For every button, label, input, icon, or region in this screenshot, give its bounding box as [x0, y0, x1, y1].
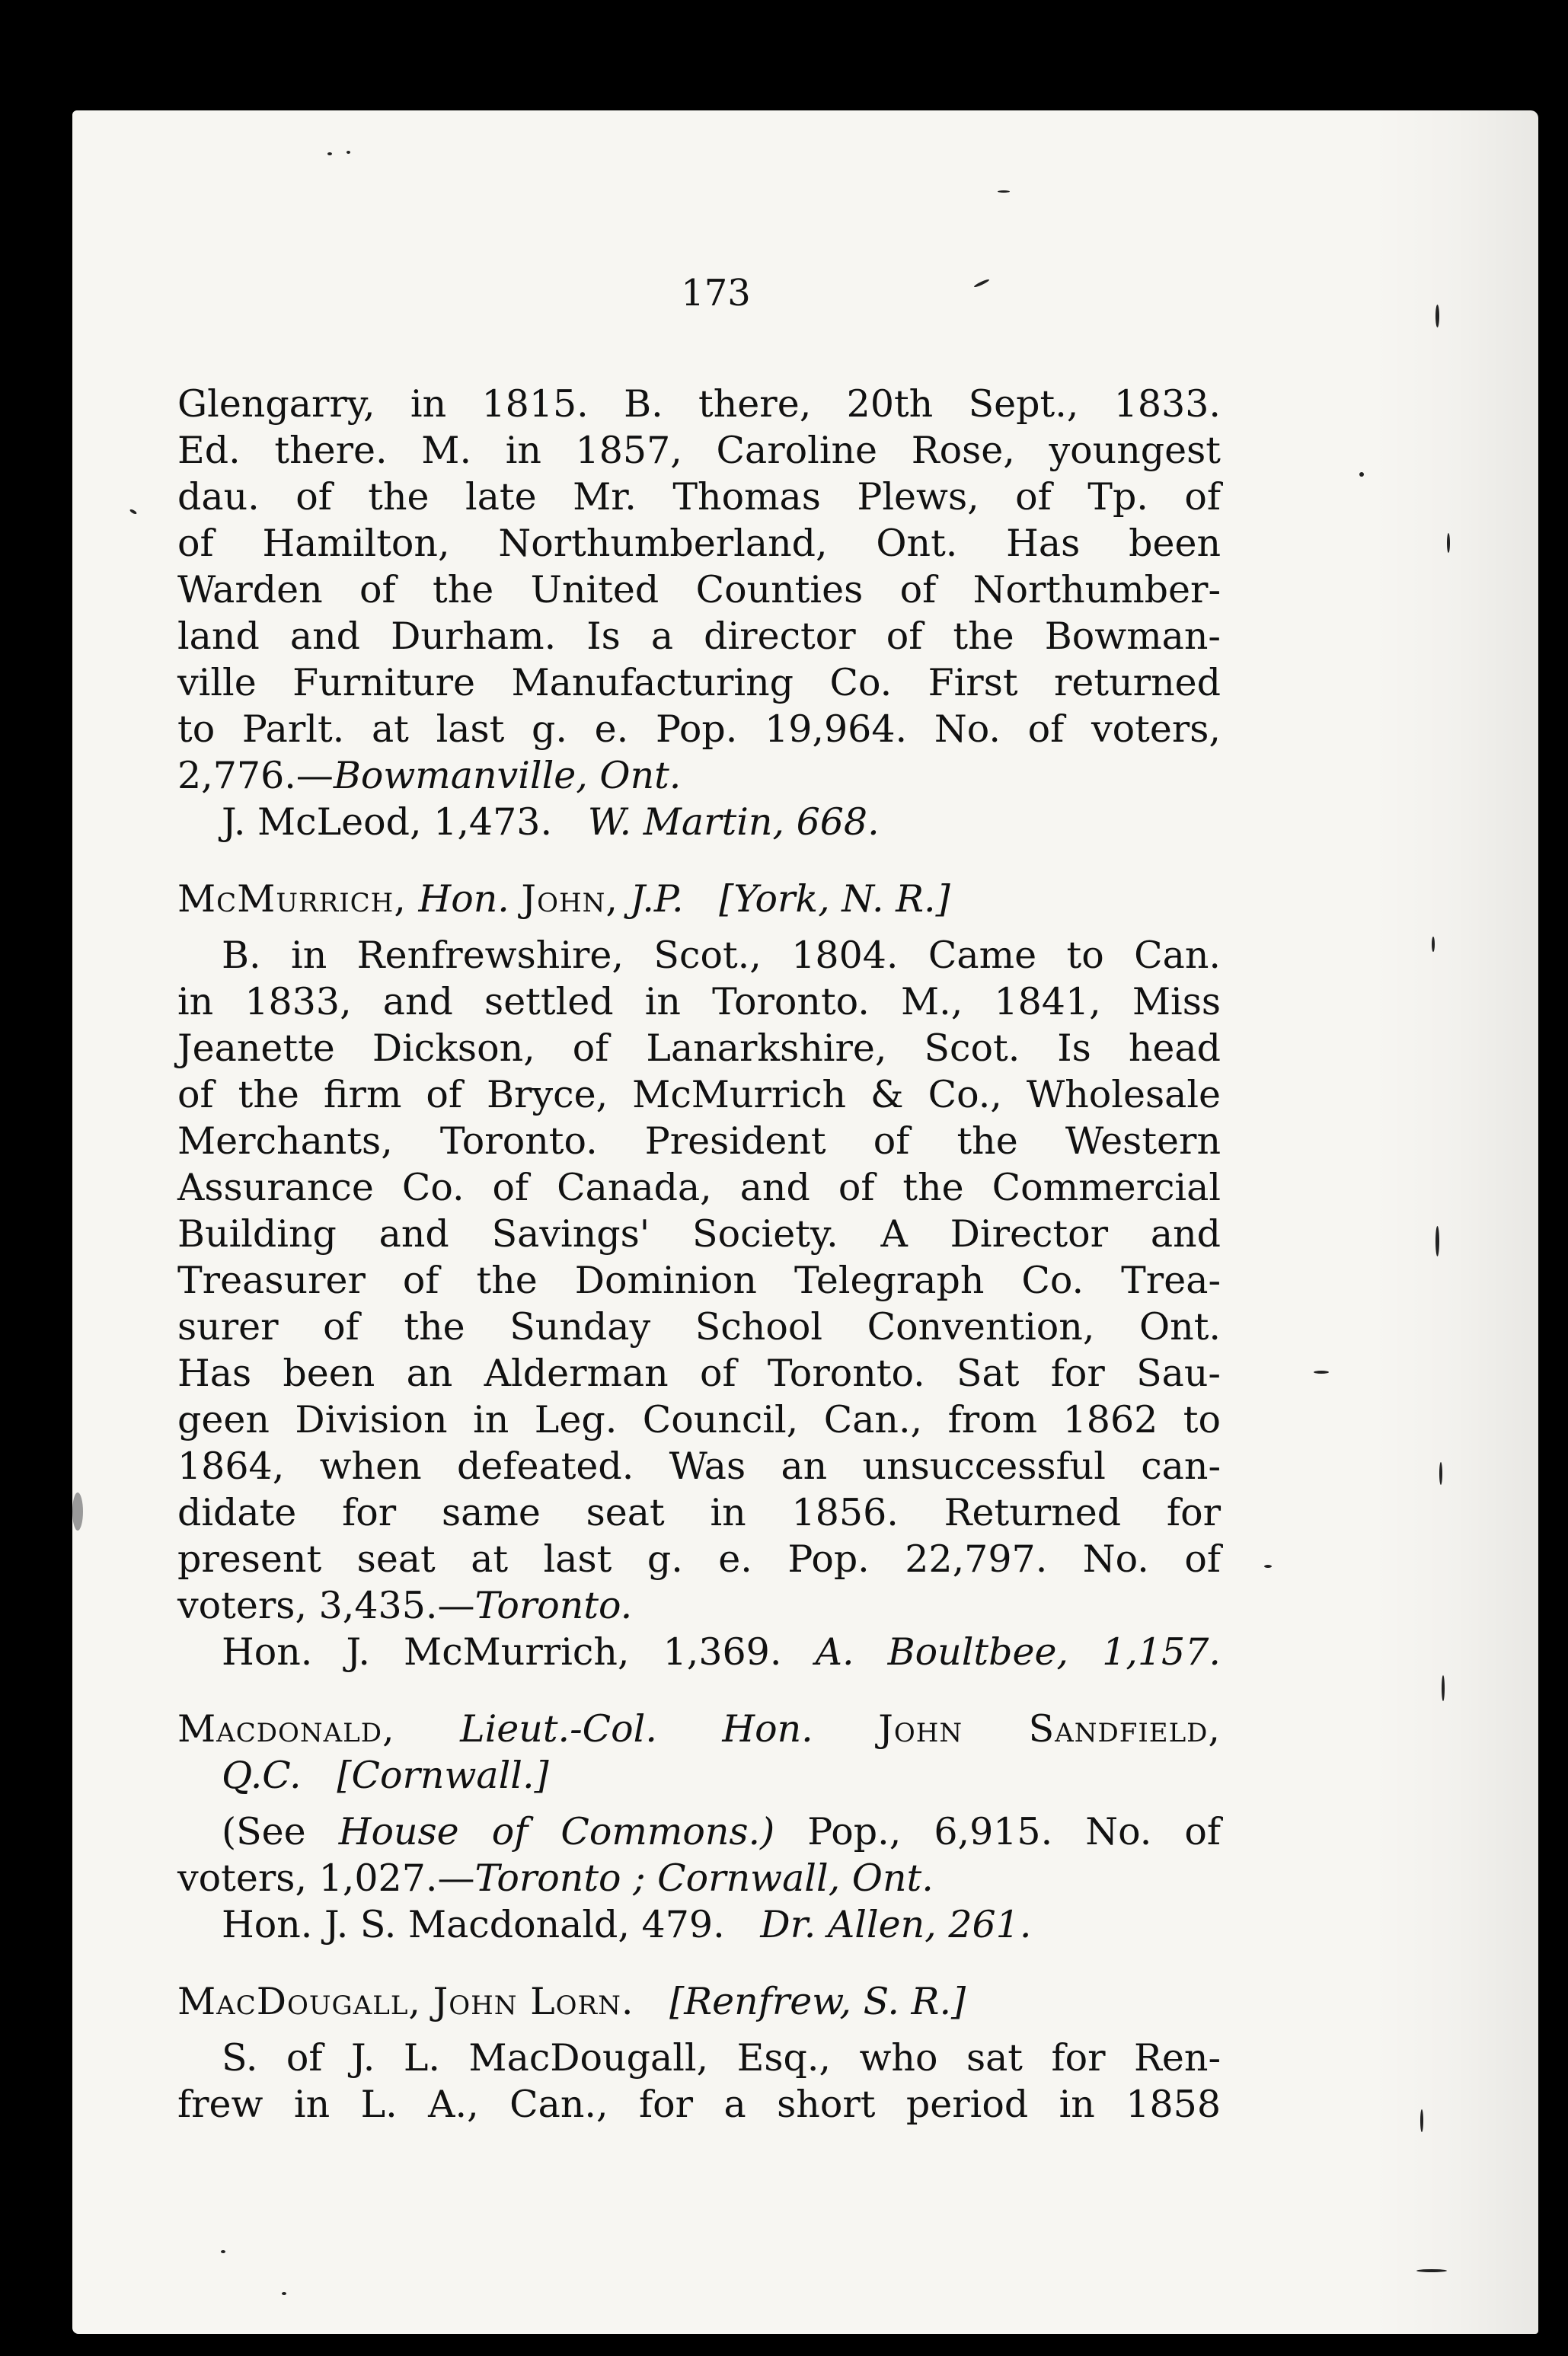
- scan-speck: [1420, 2109, 1423, 2132]
- entry-surname: Macdonald,: [177, 1707, 395, 1751]
- see-rest: Pop., 6,915. No. of: [807, 1810, 1221, 1853]
- entry-honorific: Hon.: [418, 877, 509, 921]
- scan-speck: [1432, 937, 1435, 952]
- text-line: Assurance Co. of Canada, and of the Commercial: [177, 1166, 1221, 1209]
- text-line: frew in L. A., Can., for a short period in 1858: [177, 2083, 1221, 2126]
- text-line: didate for same seat in 1856. Returned for: [177, 1491, 1221, 1534]
- address-place: Bowmanville, Ont.: [333, 754, 682, 797]
- entry-forename: John Lorn.: [433, 1980, 634, 2023]
- text-line: [177, 1809, 1221, 1855]
- result-winner: Hon. J. McMurrich, 1,369.: [222, 1630, 782, 1674]
- scan-speck: [221, 2250, 225, 2253]
- address-place: Toronto ; Cornwall, Ont.: [474, 1856, 934, 1900]
- text-line: land and Durham. Is a director of the Bowman-: [177, 615, 1221, 658]
- scan-speck: [1439, 1462, 1442, 1485]
- text-line: in 1833, and settled in Toronto. M., 1841, Miss: [177, 980, 1221, 1023]
- text-line: geen Division in Leg. Council, Can., from 1862 to: [177, 1398, 1221, 1441]
- election-result: [177, 1901, 1221, 1948]
- text-line: B. in Renfrewshire, Scot., 1804. Came to Can.: [222, 934, 1221, 977]
- scan-speck: [998, 190, 1010, 193]
- address-place: Toronto.: [474, 1584, 633, 1627]
- entry-heading: [177, 1706, 1221, 1752]
- entry-riding: [Cornwall.]: [337, 1754, 549, 1797]
- text-line: present seat at last g. e. Pop. 22,797. No. of: [177, 1537, 1221, 1581]
- scan-speck: [282, 2292, 286, 2295]
- text-line: ville Furniture Manufacturing Co. First returned: [177, 661, 1221, 704]
- page-gutter-shadow: [1371, 110, 1538, 2334]
- result-loser: A. Boultbee, 1,157.: [815, 1630, 1221, 1674]
- address-prefix: 2,776.—: [177, 754, 334, 797]
- text-line-address: [177, 1855, 1221, 1901]
- result-winner: Hon. J. S. Macdonald, 479.: [222, 1903, 725, 1946]
- entry-heading: [177, 876, 1221, 922]
- text-line: surer of the Sunday School Convention, Ont.: [177, 1305, 1221, 1349]
- address-prefix: voters, 1,027.—: [177, 1856, 475, 1900]
- scan-speck: [1435, 1226, 1439, 1256]
- election-result: [177, 799, 1221, 845]
- scan-speck: [1447, 533, 1450, 553]
- page-number: 173: [681, 272, 751, 314]
- entry-heading-cont: [177, 1752, 1221, 1799]
- result-loser: Dr. Allen, 261.: [760, 1903, 1032, 1946]
- text-line: of the firm of Bryce, McMurrich & Co., Wholesale: [177, 1073, 1221, 1116]
- scan-speck: [1359, 472, 1364, 477]
- text-line: dau. of the late Mr. Thomas Plews, of Tp. of: [177, 475, 1221, 519]
- entry-surname: MacDougall,: [177, 1980, 422, 2023]
- text-line: Ed. there. M. in 1857, Caroline Rose, youngest: [177, 429, 1221, 472]
- text-line: Glengarry, in 1815. B. there, 20th Sept., 1833.: [177, 382, 1221, 426]
- text-line: Has been an Alderman of Toronto. Sat for Sau-: [177, 1352, 1221, 1395]
- see-reference: House of Commons.): [338, 1810, 775, 1853]
- entry-suffix: J.P.: [630, 877, 684, 921]
- text-line-address: [177, 752, 1221, 799]
- entry-riding: [Renfrew, S. R.]: [669, 1980, 966, 2023]
- scan-speck: [1314, 1371, 1329, 1374]
- entry-forename: John Sandfield,: [878, 1707, 1221, 1751]
- text-line: Building and Savings' Society. A Director and: [177, 1212, 1221, 1256]
- entry-rank: Lieut.-Col.: [460, 1707, 657, 1751]
- entry-riding: [York, N. R.]: [719, 877, 950, 921]
- scan-speck: [1442, 1675, 1445, 1701]
- scan-speck: [72, 1492, 83, 1531]
- text-line: Treasurer of the Dominion Telegraph Co. Trea-: [177, 1259, 1221, 1302]
- entry-heading: [177, 1978, 1221, 2025]
- see-prefix: (See: [222, 1810, 306, 1853]
- result-loser: W. Martin, 668.: [587, 800, 880, 844]
- scan-speck: [1435, 305, 1439, 327]
- scan-speck: [346, 151, 350, 154]
- text-line: of Hamilton, Northumberland, Ont. Has been: [177, 522, 1221, 565]
- address-prefix: voters, 3,435.—: [177, 1584, 475, 1627]
- text-line: to Parlt. at last g. e. Pop. 19,964. No. of voters,: [177, 707, 1221, 751]
- election-result: [177, 1629, 1221, 1675]
- text-line: Warden of the United Counties of Northumber-: [177, 568, 1221, 611]
- text-line: S. of J. L. MacDougall, Esq., who sat for Ren-: [222, 2036, 1221, 2080]
- scan-speck: [1264, 1565, 1272, 1568]
- entry-suffix: Q.C.: [222, 1754, 302, 1797]
- text-line-address: [177, 1582, 1221, 1629]
- result-winner: J. McLeod, 1,473.: [222, 800, 553, 844]
- text-line: 1864, when defeated. Was an unsuccessful can-: [177, 1445, 1221, 1488]
- entry-forename: John,: [521, 877, 618, 921]
- text-line: Merchants, Toronto. President of the Western: [177, 1119, 1221, 1163]
- entry-surname: McMurrich,: [177, 877, 407, 921]
- entry-honorific: Hon.: [722, 1707, 813, 1751]
- text-line: Jeanette Dickson, of Lanarkshire, Scot. Is head: [177, 1026, 1221, 1070]
- scan-speck: [1416, 2269, 1447, 2272]
- scan-speck: [327, 152, 332, 155]
